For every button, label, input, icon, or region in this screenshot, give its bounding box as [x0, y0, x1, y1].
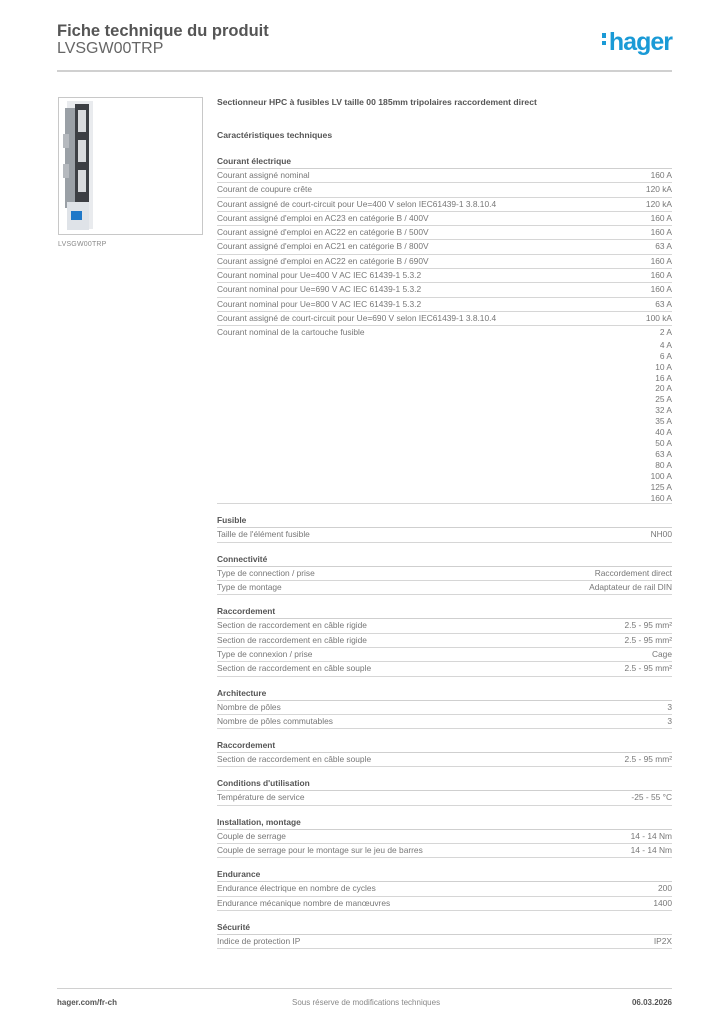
spec-row — [217, 897, 672, 911]
spec-row — [217, 226, 672, 240]
spec-group-installation-montage — [217, 816, 672, 859]
group-title: Conditions d'utilisation — [217, 777, 672, 791]
spec-row — [217, 935, 672, 949]
fuse-rating: 125 A — [650, 481, 672, 492]
spec-label: Type de connection / prise — [217, 567, 315, 578]
spec-label: Température de service — [217, 792, 305, 803]
spec-group-conditions-utilisation — [217, 777, 672, 805]
spec-value: -25 - 55 °C — [631, 792, 672, 803]
spec-row-fuse-ratings — [217, 326, 672, 504]
spec-row — [217, 283, 672, 297]
spec-row — [217, 169, 672, 183]
spec-value: Adaptateur de rail DIN — [589, 582, 672, 593]
fuse-rating: 160 A — [650, 492, 672, 503]
fuse-rating: 4 A — [659, 339, 672, 350]
fuse-rating: 10 A — [655, 361, 672, 372]
spec-label: Courant nominal pour Ue=800 V AC IEC 61439-1 5.3.2 — [217, 298, 422, 309]
spec-row — [217, 791, 672, 805]
spec-value: 160 A — [650, 227, 672, 238]
spec-row — [217, 255, 672, 269]
group-title: Sécurité — [217, 921, 672, 935]
spec-label: Type de montage — [217, 582, 282, 593]
spec-label: Section de raccordement en câble rigide — [217, 620, 367, 631]
footer-date: 06.03.2026 — [631, 998, 672, 1007]
spec-label: Courant assigné de court-circuit pour Ue=400 V selon IEC61439-1 3.8.10.4 — [217, 198, 497, 209]
hager-logo — [602, 28, 672, 57]
fuse-rating: 63 A — [655, 448, 672, 459]
spec-label: Courant assigné d'emploi en AC22 en catégorie B / 500V — [217, 227, 429, 238]
spec-value: 200 — [658, 883, 672, 894]
spec-row — [217, 648, 672, 662]
spec-value: 14 - 14 Nm — [630, 845, 672, 856]
spec-value: 14 - 14 Nm — [630, 830, 672, 841]
spec-row — [217, 528, 672, 542]
group-title: Fusible — [217, 514, 672, 528]
fuse-rating: 16 A — [655, 372, 672, 383]
spec-row — [217, 634, 672, 648]
spec-value: 3 — [667, 701, 672, 712]
spec-label: Courant nominal pour Ue=400 V AC IEC 61439-1 5.3.2 — [217, 270, 422, 281]
product-code: LVSGW00TRP — [57, 40, 164, 57]
spec-label: Courant assigné nominal — [217, 170, 310, 180]
spec-label: Nombre de pôles — [217, 701, 281, 712]
spec-value: 2.5 - 95 mm² — [624, 634, 672, 645]
page-header — [57, 22, 672, 58]
spec-group-raccordement — [217, 605, 672, 676]
logo-text: hager — [608, 28, 672, 56]
spec-row — [217, 581, 672, 595]
group-title: Installation, montage — [217, 816, 672, 830]
spec-row — [217, 198, 672, 212]
group-title: Connectivité — [217, 553, 672, 567]
spec-label: Section de raccordement en câble souple — [217, 663, 372, 674]
spec-label: Endurance électrique en nombre de cycles — [217, 883, 376, 894]
spec-label: Section de raccordement en câble rigide — [217, 634, 367, 645]
spec-label: Courant assigné d'emploi en AC23 en catégorie B / 400V — [217, 212, 429, 223]
spec-label: Taille de l'élément fusible — [217, 529, 310, 540]
spec-value: 160 A — [650, 284, 672, 295]
spec-value: 160 A — [650, 255, 672, 266]
group-title: Architecture — [217, 687, 672, 701]
footer-disclaimer: Sous réserve de modifications techniques — [292, 998, 441, 1007]
fuse-rating-list — [651, 326, 672, 503]
spec-value: IP2X — [653, 935, 672, 946]
spec-group-architecture — [217, 687, 672, 730]
spec-row — [217, 240, 672, 254]
spec-row — [217, 844, 672, 858]
fuse-rating: 32 A — [655, 405, 672, 416]
spec-row — [217, 701, 672, 715]
spec-row — [217, 662, 672, 676]
spec-value: 1400 — [653, 897, 672, 908]
spec-value: 63 A — [655, 298, 672, 309]
fuse-rating: 35 A — [655, 416, 672, 427]
spec-value: 120 kA — [645, 184, 672, 195]
product-image-frame — [58, 97, 203, 235]
spec-label: Courant assigné d'emploi en AC21 en catégorie B / 800V — [217, 241, 429, 252]
spec-group-raccordement-2 — [217, 739, 672, 767]
fuse-rating: 25 A — [655, 394, 672, 405]
spec-group-fusible — [217, 514, 672, 542]
spec-value: 120 kA — [645, 198, 672, 209]
spec-row — [217, 312, 672, 326]
spec-row — [217, 882, 672, 896]
spec-row — [217, 830, 672, 844]
logo-colon-icon — [602, 30, 607, 48]
group-title: Courant électrique — [217, 155, 672, 169]
fuse-rating: 40 A — [655, 427, 672, 438]
spec-row — [217, 753, 672, 767]
spec-value: 2.5 - 95 mm² — [624, 754, 672, 765]
spec-row — [217, 567, 672, 581]
spec-label: Section de raccordement en câble souple — [217, 754, 372, 765]
spec-row — [217, 298, 672, 312]
spec-row — [217, 715, 672, 729]
spec-value: 3 — [667, 715, 672, 726]
spec-row — [217, 619, 672, 633]
spec-group-connectivite — [217, 553, 672, 596]
fuse-rating: 20 A — [655, 383, 672, 394]
spec-content — [217, 95, 672, 949]
characteristics-heading: Caractéristiques techniques — [217, 130, 333, 140]
fuse-disconnector-image-icon — [59, 98, 202, 234]
spec-value: Raccordement direct — [594, 567, 672, 578]
spec-value: 160 A — [650, 170, 672, 180]
spec-label: Courant nominal pour Ue=690 V AC IEC 61439-1 5.3.2 — [217, 284, 422, 295]
spec-group-courant-electrique — [217, 155, 672, 504]
spec-row — [217, 212, 672, 226]
spec-label: Courant de coupure crête — [217, 184, 312, 195]
spec-label: Type de connexion / prise — [217, 648, 313, 659]
spec-value: 2.5 - 95 mm² — [624, 663, 672, 674]
fuse-rating: 100 A — [650, 470, 672, 481]
spec-value: NH00 — [650, 529, 672, 540]
product-image-caption: LVSGW00TRP — [58, 241, 107, 248]
group-title: Raccordement — [217, 605, 672, 619]
spec-value: 63 A — [655, 241, 672, 252]
spec-label: Courant assigné d'emploi en AC22 en catégorie B / 690V — [217, 255, 429, 266]
spec-label: Nombre de pôles commutables — [217, 715, 333, 726]
fuse-rating: 50 A — [655, 438, 672, 449]
footer-website-link[interactable]: hager.com/fr-ch — [57, 998, 118, 1007]
spec-label: Endurance mécanique nombre de manœuvres — [217, 897, 391, 908]
spec-group-securite — [217, 921, 672, 949]
document-title: Fiche technique du produit — [57, 22, 269, 40]
spec-label: Indice de protection IP — [217, 935, 301, 946]
spec-value: 160 A — [650, 270, 672, 281]
header-divider — [57, 70, 672, 72]
spec-label: Courant assigné de court-circuit pour Ue=690 V selon IEC61439-1 3.8.10.4 — [217, 312, 497, 323]
footer-divider — [57, 988, 672, 989]
group-title: Raccordement — [217, 739, 672, 753]
spec-group-endurance — [217, 868, 672, 911]
spec-value: Cage — [651, 648, 672, 659]
spec-label: Couple de serrage pour le montage sur le jeu de barres — [217, 845, 423, 856]
fuse-rating: 6 A — [659, 350, 672, 361]
spec-label: Courant nominal de la cartouche fusible — [217, 327, 365, 338]
spec-row — [217, 269, 672, 283]
product-name: Sectionneur HPC à fusibles LV taille 00 185mm tripolaires raccordement direct — [217, 97, 537, 107]
spec-row — [217, 183, 672, 197]
fuse-rating: 80 A — [655, 459, 672, 470]
spec-label: Couple de serrage — [217, 830, 286, 841]
spec-value: 160 A — [650, 212, 672, 223]
fuse-rating: 2 A — [659, 327, 672, 338]
spec-value: 2.5 - 95 mm² — [624, 620, 672, 631]
spec-value: 100 kA — [645, 312, 672, 323]
group-title: Endurance — [217, 868, 672, 882]
